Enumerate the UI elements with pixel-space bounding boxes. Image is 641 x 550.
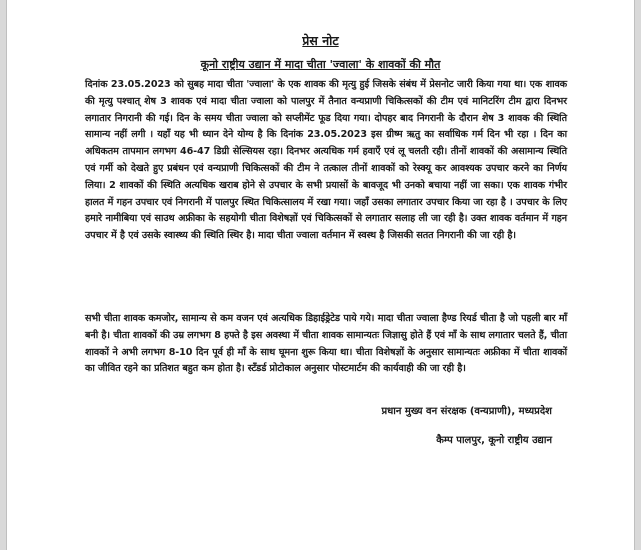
document-subtitle: कूनो राष्ट्रीय उद्यान में मादा चीता 'ज्वाला' के शावकों की मौत [200,58,441,71]
paragraph-1: दिनांक 23.05.2023 को सुबह मादा चीता 'ज्वाला' के एक शावक की मृत्यु हुई जिसके संबंध में प्रेसनोट जारी किया गया था। एक शावक की मृत्यु पश्चात् शेष 3 शावक एवं मादा चीता ज्वाला को पालपुर में तैनात वन्यप्राणी चिकित्सकों की टीम एवं मानिटरिंग टीम द्वारा दिनभर लगातार निगरानी की गई। दिन के समय चीता ज्वाला को सप्लीमेंट फूड दिया गया। दोपहर बाद निगरानी के दौरान शेष 3 शावक की स्थिति सामान्य नहीं लगी । यहाँ यह भी ध्यान देने योग्य है कि दिनांक 23.05.2023 इस ग्रीष्म ऋतु का सर्वाधिक गर्म दिन भी रहा । दिन का अधिकतम तापमान लगभग 46-47 डिग्री सेल्सियस रहा। दिनभर अत्यधिक गर्म हवाएँ एवं लू चलती रही। तीनों शावकों की असामान्य स्थिति एवं गर्मी को देखते हुए प्रबंधन एवं वन्यप्राणी चिकित्सकों की टीम ने तत्काल तीनों शावकों को रेस्क्यू कर आवश्यक उपचार करने का निर्णय लिया। 2 शावकों की स्थिति अत्यधिक खराब होने से उपचार के सभी प्रयासों के बावजूद भी उनको बचाया नहीं जा सका। एक शावक गंभीर हालत में गहन उपचार एवं निगरानी में पालपुर स्थित चिकित्सालय में रखा गया। जहाँ उसका लगातार उपचार किया जा रहा है । उपचार के लिए हमारे नामीबिया एवं साउथ अफ्रीका के सहयोगी चीता विशेषज्ञों एवं चिकित्सकों से लगातार सलाह ली जा रही है। उक्त शावक वर्तमान में गहन उपचार में है एवं उसके स्वास्थ्य की स्थिति स्थिर है। मादा चीता ज्वाला वर्तमान में स्वस्थ है जिसकी सतत निगरानी की जा रही है। [85,79,567,242]
press-note-page [6,0,635,550]
document-title: प्रेस नोट [302,33,339,48]
paragraph-2: सभी चीता शावक कमजोर, सामान्य से कम वजन एवं अत्यधिक डिहाईड्रेटेड पाये गये। मादा चीता ज्वाला हैण्ड रियर्ड चीता है जो पहली बार माँ बनी है। चीता शावकों की उम्र लगभग 8 हफ्ते है इस अवस्था में चीता शावक सामान्यतः जिज्ञासु होते हैं एवं माँ के साथ लगातार चलते हैं, चीता शावकों ने अभी लगभग 8-10 दिन पूर्व ही माँ के साथ घूमना शुरू किया था। चीता विशेषज्ञों के अनुसार सामान्यतः अफ्रीका में चीता शावकों का जीवित रहने का प्रतिशत बहुत कम होता है। स्टॅंडर्ड प्रोटोकाल अनुसार पोस्टमार्टम की कार्यवाही की जा रही है। [85,313,567,375]
signature-designation: प्रधान मुख्य वन संरक्षक (वन्यप्राणी), मध्यप्रदेश [381,406,552,417]
signature-location: कैम्प पालपुर, कूनो राष्ट्रीय उद्यान [436,435,552,446]
